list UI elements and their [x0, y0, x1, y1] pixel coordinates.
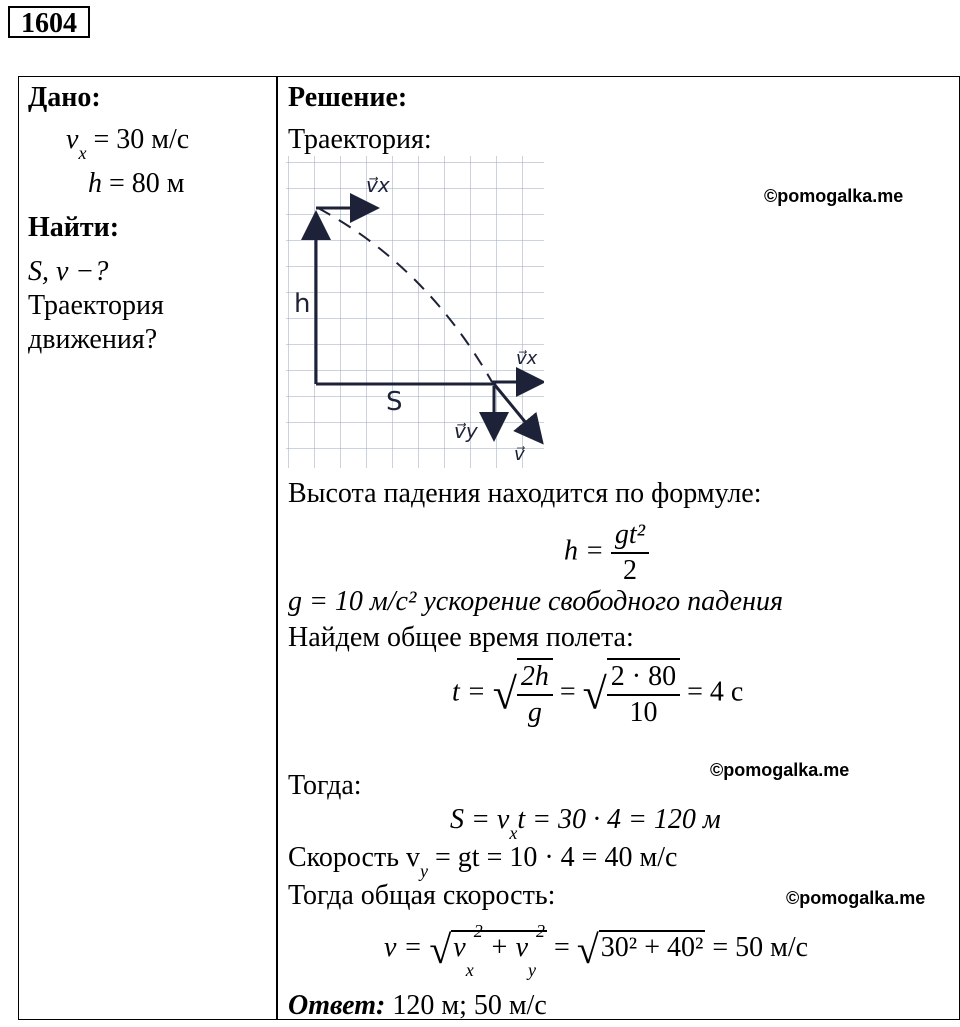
label-vx-right: v⃗x — [516, 348, 538, 369]
find-line1: S, v −? — [28, 256, 109, 287]
column-divider — [276, 76, 278, 1020]
label-h: h — [294, 289, 311, 319]
watermark: ©pomogalka.me — [764, 186, 904, 206]
formula-height: h = $\frac{\text{gt²}}{2}$ — [564, 518, 649, 588]
find-header: Найти: — [28, 212, 120, 243]
grid-background — [286, 156, 544, 468]
trajectory-label: Траектория: — [288, 124, 432, 155]
given-header: Дано: — [28, 82, 101, 113]
find-line3: движения? — [28, 324, 158, 355]
formula-distance: $S = v_xt = 30 \cdot 4 = 120$ м — [450, 804, 721, 843]
watermark: ©pomogalka.me — [786, 888, 926, 908]
label-v: v⃗ — [514, 444, 525, 465]
height-formula-text: Высота падения находится по формуле: — [288, 478, 762, 509]
then-label-1: Тогда: — [288, 770, 362, 801]
formula-total-speed: $v = √v_x^2 + v_y^2 = √30^2 + 40^2 = 50$ м/с — [384, 921, 809, 980]
label-vy: v⃗y — [454, 419, 478, 443]
given-vx: $v_x = 30$ м/с — [66, 124, 190, 163]
find-line2: Траектория — [28, 290, 164, 321]
solution-header: Решение: — [288, 82, 408, 113]
formula-time: t = √ $\frac{2h}{g}$ = √ $\frac{2 \cdot 80}{10}$ = 4 с — [452, 658, 743, 730]
label-vx-top: v⃗x — [366, 173, 390, 197]
watermark: ©pomogalka.me — [710, 760, 850, 780]
given-h: h = 80 м — [88, 168, 185, 199]
vy-line: Скорость $v_y$ = gt = 10 · 4 = 40 м/с — [288, 842, 678, 881]
g-line: g = 10 м/с² ускорение свободного падения — [288, 586, 784, 617]
time-text: Найдем общее время полета: — [288, 622, 634, 653]
answer-line: Ответ: 120 м; 50 м/с — [288, 990, 547, 1021]
label-s: S — [386, 387, 403, 417]
then-label-2: Тогда общая скорость: — [288, 880, 556, 911]
problem-number: 1604 — [8, 6, 90, 38]
trajectory-diagram — [286, 156, 544, 468]
